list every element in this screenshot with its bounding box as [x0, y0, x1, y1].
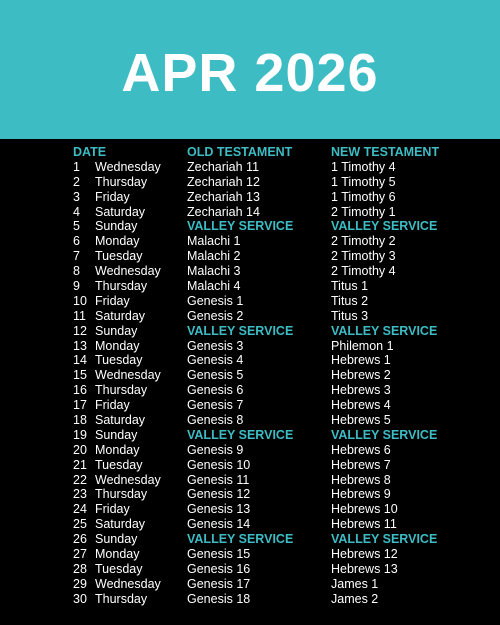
old-testament-reading: Genesis 15	[187, 547, 251, 562]
old-testament-reading: Genesis 6	[187, 383, 244, 398]
table-row	[0, 353, 500, 368]
day-number: 23	[73, 487, 87, 502]
day-number: 14	[73, 353, 87, 368]
table-row	[0, 294, 500, 309]
old-testament-reading: Genesis 7	[187, 398, 244, 413]
new-testament-reading: VALLEY SERVICE	[331, 219, 438, 234]
old-testament-reading: Genesis 16	[187, 561, 251, 576]
day-number: 7	[73, 249, 80, 264]
table-row	[0, 547, 500, 562]
table-row	[0, 577, 500, 592]
new-testament-reading: 2 Timothy 4	[331, 264, 396, 279]
weekday: Thursday	[95, 591, 148, 606]
new-testament-reading: Hebrews 3	[331, 383, 391, 398]
old-testament-reading: Genesis 3	[187, 338, 244, 353]
new-testament-reading: VALLEY SERVICE	[331, 427, 438, 442]
table-row	[0, 264, 500, 279]
weekday: Wednesday	[95, 264, 161, 279]
table-row	[0, 219, 500, 234]
day-number: 10	[73, 293, 87, 308]
day-number: 26	[73, 532, 87, 547]
table-row	[0, 175, 500, 190]
day-number: 25	[73, 517, 87, 532]
new-testament-reading: Hebrews 10	[331, 502, 398, 517]
old-testament-reading: Zechariah 12	[187, 174, 260, 189]
old-testament-reading: Genesis 9	[187, 442, 244, 457]
old-testament-reading: Malachi 1	[187, 234, 241, 249]
old-testament-reading: Genesis 18	[187, 591, 251, 606]
weekday: Monday	[95, 442, 140, 457]
old-testament-reading: Genesis 5	[187, 368, 244, 383]
old-testament-reading: Genesis 2	[187, 308, 244, 323]
title-banner	[0, 0, 500, 139]
table-row	[0, 160, 500, 175]
new-testament-reading: 1 Timothy 6	[331, 189, 396, 204]
table-row	[0, 532, 500, 547]
column-header-row	[0, 145, 500, 160]
weekday: Sunday	[95, 323, 138, 338]
day-number: 18	[73, 413, 87, 428]
weekday: Friday	[95, 398, 130, 413]
new-testament-reading: Hebrews 7	[331, 457, 391, 472]
day-number: 15	[73, 368, 87, 383]
table-row	[0, 383, 500, 398]
weekday: Monday	[95, 338, 140, 353]
day-number: 4	[73, 204, 80, 219]
weekday: Monday	[95, 234, 140, 249]
day-number: 21	[73, 457, 87, 472]
new-testament-reading: Hebrews 9	[331, 487, 391, 502]
table-row	[0, 517, 500, 532]
old-testament-reading: VALLEY SERVICE	[187, 219, 294, 234]
table-row	[0, 190, 500, 205]
weekday: Wednesday	[95, 576, 161, 591]
weekday: Sunday	[95, 219, 138, 234]
table-row	[0, 428, 500, 443]
table-row	[0, 234, 500, 249]
weekday: Saturday	[95, 413, 146, 428]
table-row	[0, 249, 500, 264]
weekday: Friday	[95, 293, 130, 308]
day-number: 24	[73, 502, 87, 517]
table-row	[0, 592, 500, 607]
new-testament-reading: James 2	[331, 591, 379, 606]
old-testament-reading: Genesis 11	[187, 472, 250, 487]
table-row	[0, 562, 500, 577]
new-testament-column-header: NEW TESTAMENT	[331, 145, 440, 159]
day-number: 1	[73, 159, 80, 174]
new-testament-reading: 2 Timothy 3	[331, 249, 396, 264]
new-testament-reading: 2 Timothy 2	[331, 234, 396, 249]
old-testament-reading: Genesis 14	[187, 517, 251, 532]
weekday: Thursday	[95, 174, 148, 189]
weekday: Sunday	[95, 532, 138, 547]
weekday: Thursday	[95, 279, 148, 294]
new-testament-reading: Hebrews 4	[331, 398, 391, 413]
day-number: 5	[73, 219, 80, 234]
weekday: Monday	[95, 547, 140, 562]
table-row	[0, 443, 500, 458]
old-testament-reading: Genesis 1	[187, 293, 244, 308]
new-testament-reading: 1 Timothy 4	[331, 159, 396, 174]
weekday: Wednesday	[95, 159, 161, 174]
day-number: 12	[73, 323, 87, 338]
day-number: 11	[73, 308, 86, 323]
new-testament-reading: Hebrews 11	[331, 517, 397, 532]
table-row	[0, 473, 500, 488]
weekday: Tuesday	[95, 561, 143, 576]
table-row	[0, 339, 500, 354]
table-row	[0, 279, 500, 294]
new-testament-reading: Hebrews 8	[331, 472, 391, 487]
day-number: 2	[73, 174, 80, 189]
old-testament-column-header: OLD TESTAMENT	[187, 145, 293, 159]
old-testament-reading: Zechariah 14	[187, 204, 260, 219]
day-number: 20	[73, 442, 87, 457]
day-number: 19	[73, 427, 87, 442]
weekday: Thursday	[95, 487, 148, 502]
weekday: Wednesday	[95, 472, 161, 487]
new-testament-reading: Hebrews 1	[331, 353, 391, 368]
new-testament-reading: Titus 2	[331, 293, 369, 308]
day-number: 22	[73, 472, 87, 487]
date-column-header: DATE	[73, 145, 107, 159]
weekday: Saturday	[95, 308, 146, 323]
new-testament-reading: Hebrews 12	[331, 547, 398, 562]
new-testament-reading: 1 Timothy 5	[331, 174, 396, 189]
old-testament-reading: VALLEY SERVICE	[187, 532, 294, 547]
table-row	[0, 368, 500, 383]
new-testament-reading: Titus 3	[331, 308, 369, 323]
new-testament-reading: VALLEY SERVICE	[331, 532, 438, 547]
day-number: 13	[73, 338, 87, 353]
new-testament-reading: Titus 1	[331, 279, 369, 294]
day-number: 30	[73, 591, 87, 606]
weekday: Tuesday	[95, 457, 143, 472]
old-testament-reading: VALLEY SERVICE	[187, 427, 294, 442]
table-row	[0, 324, 500, 339]
weekday: Thursday	[95, 383, 148, 398]
new-testament-reading: Hebrews 13	[331, 561, 398, 576]
day-number: 6	[73, 234, 80, 249]
new-testament-reading: Hebrews 5	[331, 413, 391, 428]
day-number: 3	[73, 189, 80, 204]
old-testament-reading: Zechariah 13	[187, 189, 260, 204]
old-testament-reading: Genesis 13	[187, 502, 251, 517]
day-number: 8	[73, 264, 80, 279]
weekday: Saturday	[95, 517, 146, 532]
day-number: 16	[73, 383, 87, 398]
day-number: 9	[73, 279, 80, 294]
table-row	[0, 309, 500, 324]
table-row	[0, 458, 500, 473]
new-testament-reading: Hebrews 6	[331, 442, 391, 457]
reading-rows	[0, 160, 500, 607]
weekday: Tuesday	[95, 249, 143, 264]
day-number: 29	[73, 576, 87, 591]
old-testament-reading: Genesis 12	[187, 487, 251, 502]
weekday: Friday	[95, 502, 130, 517]
old-testament-reading: Genesis 8	[187, 413, 244, 428]
table-row	[0, 487, 500, 502]
weekday: Wednesday	[95, 368, 161, 383]
day-number: 17	[73, 398, 87, 413]
table-row	[0, 205, 500, 220]
table-row	[0, 413, 500, 428]
new-testament-reading: Hebrews 2	[331, 368, 391, 383]
weekday: Sunday	[95, 427, 138, 442]
reading-plan-table	[0, 145, 500, 607]
new-testament-reading: 2 Timothy 1	[331, 204, 396, 219]
table-row	[0, 502, 500, 517]
old-testament-reading: Malachi 2	[187, 249, 241, 264]
new-testament-reading: VALLEY SERVICE	[331, 323, 438, 338]
old-testament-reading: Zechariah 11	[187, 159, 260, 174]
new-testament-reading: Philemon 1	[331, 338, 394, 353]
old-testament-reading: Genesis 17	[187, 576, 251, 591]
day-number: 27	[73, 547, 87, 562]
old-testament-reading: Malachi 4	[187, 279, 241, 294]
old-testament-reading: Genesis 4	[187, 353, 244, 368]
day-number: 28	[73, 561, 87, 576]
old-testament-reading: Malachi 3	[187, 264, 241, 279]
new-testament-reading: James 1	[331, 576, 379, 591]
old-testament-reading: VALLEY SERVICE	[187, 323, 294, 338]
weekday: Friday	[95, 189, 130, 204]
weekday: Saturday	[95, 204, 146, 219]
table-row	[0, 398, 500, 413]
page-title: APR 2026	[121, 42, 379, 103]
old-testament-reading: Genesis 10	[187, 457, 251, 472]
weekday: Tuesday	[95, 353, 143, 368]
